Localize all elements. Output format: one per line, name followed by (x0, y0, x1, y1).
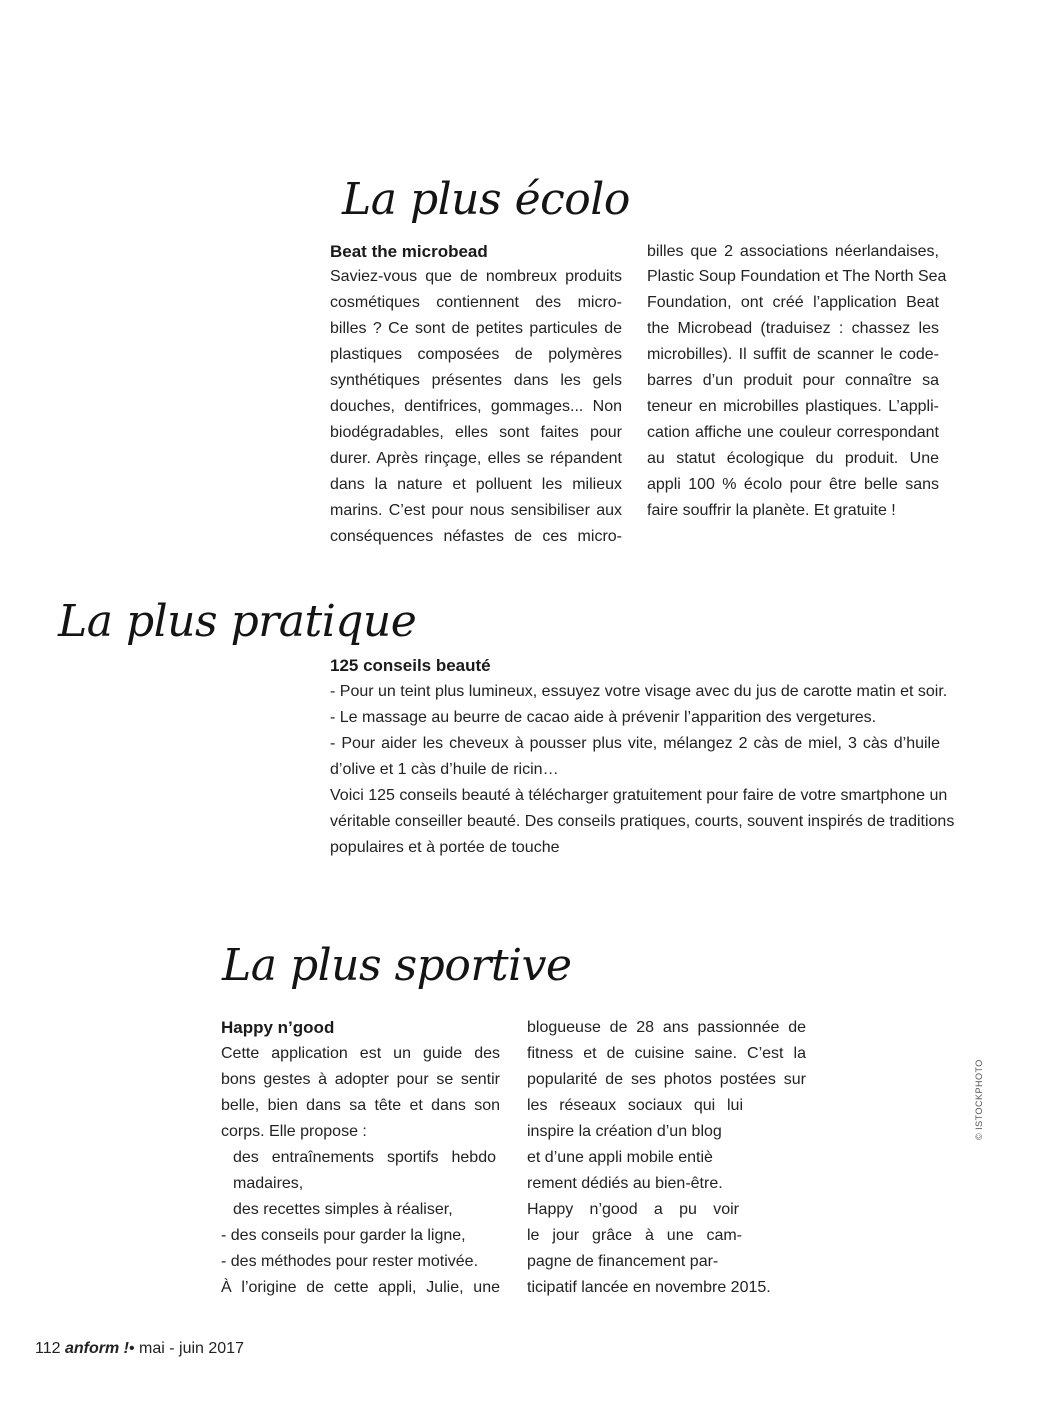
text-line: rement dédiés au bien-être. (527, 1175, 723, 1192)
text-line: faire souffrir la planète. Et gratuite ! (647, 502, 896, 519)
text-line: le jour grâce à une cam- (527, 1227, 742, 1244)
text-line: biodégradables, elles sont faites pour (330, 424, 622, 441)
issue-date: • mai - juin 2017 (128, 1340, 244, 1357)
text-line: À l’origine de cette appli, Julie, une (221, 1279, 500, 1296)
text-line: Saviez-vous que de nombreux produits (330, 268, 622, 285)
text-line: blogueuse de 28 ans passionnée de (527, 1019, 806, 1036)
text-line: barres d’un produit pour connaître sa (647, 372, 939, 389)
text-line: durer. Après rinçage, elles se répandent (330, 450, 622, 467)
text-line: synthétiques présentes dans les gels (330, 372, 622, 389)
text-line: des entraînements sportifs hebdo (233, 1149, 496, 1166)
magazine-name: anform ! (64, 1340, 129, 1357)
text-line: billes que 2 associations néerlandaises, (647, 243, 939, 260)
text-line: les réseaux sociaux qui lui (527, 1097, 743, 1114)
text-line: d’olive et 1 càs d’huile de ricin… (330, 761, 559, 778)
text-line: the Microbead (traduisez : chassez les (647, 320, 939, 337)
text-line: inspire la création d’un blog (527, 1123, 722, 1140)
text-line: Foundation, ont créé l’application Beat (647, 294, 939, 311)
text-line: belle, bien dans sa tête et dans son (221, 1097, 500, 1114)
text-line: au statut écologique du produit. Une (647, 450, 939, 467)
text-line: dans la nature et polluent les milieux (330, 476, 622, 493)
photo-credit: © ISTOCKPHOTO (974, 1059, 984, 1140)
text-line: - Pour aider les cheveux à pousser plus vite, mélangez 2 càs de miel, 3 càs d’huile (330, 735, 940, 752)
text-line: microbilles). Il suffit de scanner le code- (647, 346, 939, 363)
page-footer (35, 1340, 244, 1358)
page-number: 112 (35, 1340, 61, 1357)
text-line: marins. C’est pour nous sensibiliser aux (330, 502, 622, 519)
heading-sportive: La plus sportive (222, 940, 572, 991)
text-line: madaires, (233, 1175, 304, 1192)
heading-pratique: La plus pratique (58, 596, 417, 647)
text-line: - Pour un teint plus lumineux, essuyez votre visage avec du jus de carotte matin et soir. (330, 683, 948, 700)
text-line: Voici 125 conseils beauté à télécharger gratuitement pour faire de votre smartphone un (330, 787, 948, 804)
text-line: - Le massage au beurre de cacao aide à prévenir l’apparition des vergetures. (330, 709, 877, 726)
text-line: populaires et à portée de touche (330, 839, 560, 856)
text-line: ticipatif lancée en novembre 2015. (527, 1279, 771, 1296)
text-line: - des méthodes pour rester motivée. (221, 1253, 479, 1270)
text-line: corps. Elle propose : (221, 1123, 367, 1140)
heading-ecolo: La plus écolo (342, 174, 630, 225)
text-line: appli 100 % écolo pour être belle sans (647, 476, 939, 493)
text-line: douches, dentifrices, gommages... Non (330, 398, 622, 415)
text-line: billes ? Ce sont de petites particules de (330, 320, 622, 337)
text-line: Plastic Soup Foundation et The North Sea (647, 268, 947, 285)
article-title-pratique: 125 conseils beauté (330, 656, 491, 675)
text-line: fitness et de cuisine saine. C’est la (527, 1045, 806, 1062)
text-line: - des conseils pour garder la ligne, (221, 1227, 466, 1244)
article-title-sportive: Happy n’good (221, 1018, 335, 1037)
text-line: véritable conseiller beauté. Des conseils pratiques, courts, souvent inspirés de traditions (330, 813, 955, 830)
text-line: cation affiche une couleur correspondant (647, 424, 939, 441)
text-line: conséquences néfastes de ces micro- (330, 528, 622, 545)
text-line: popularité de ses photos postées sur (527, 1071, 806, 1088)
article-title-ecolo: Beat the microbead (330, 242, 488, 261)
text-line: pagne de financement par- (527, 1253, 719, 1270)
text-line: cosmétiques contiennent des micro- (330, 294, 622, 311)
text-line: plastiques composées de polymères (330, 346, 622, 363)
text-line: teneur en microbilles plastiques. L’appli- (647, 398, 939, 415)
text-line: Cette application est un guide des (221, 1045, 500, 1062)
text-line: Happy n’good a pu voir (527, 1201, 739, 1218)
text-line: des recettes simples à réaliser, (233, 1201, 453, 1218)
text-line: et d’une appli mobile entiè (527, 1149, 713, 1166)
text-line: bons gestes à adopter pour se sentir (221, 1071, 500, 1088)
